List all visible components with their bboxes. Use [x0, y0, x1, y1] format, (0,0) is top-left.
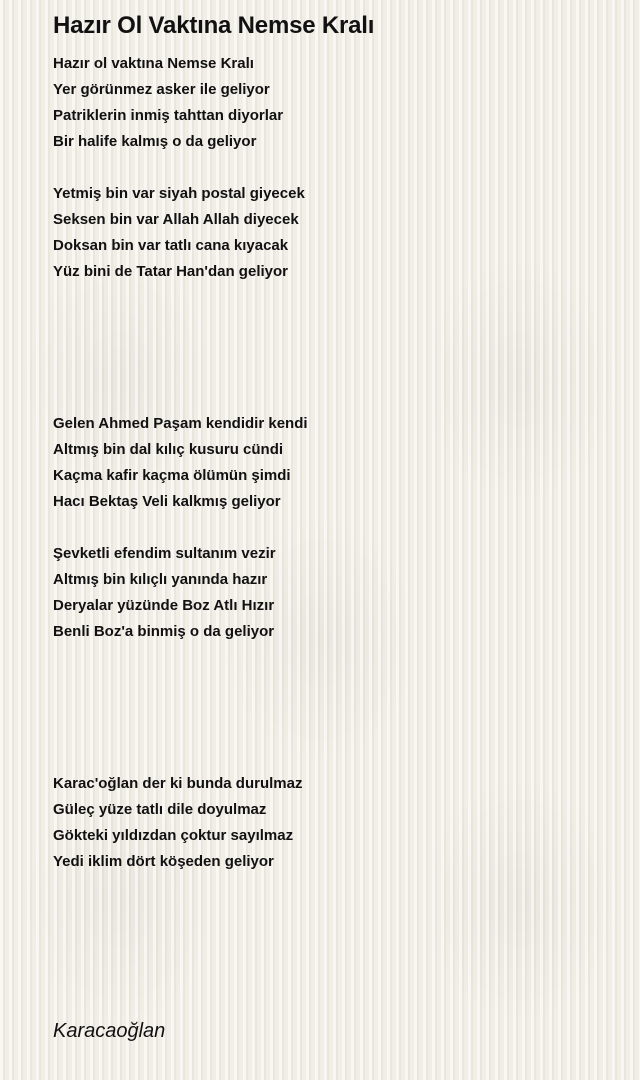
- poem-line: Deryalar yüzünde Boz Atlı Hızır: [53, 597, 275, 614]
- poem-line: Güleç yüze tatlı dile doyulmaz: [53, 801, 267, 818]
- poem-line: Kaçma kafir kaçma ölümün şimdi: [53, 467, 291, 484]
- poem-line: Şevketli efendim sultanım vezir: [53, 545, 276, 562]
- stanza-4: [53, 541, 613, 645]
- poem-title: Hazır Ol Vaktına Nemse Kralı: [53, 12, 375, 39]
- poem-line: Seksen bin var Allah Allah diyecek: [53, 211, 299, 228]
- poem-line: Benli Boz'a binmiş o da geliyor: [53, 623, 275, 640]
- poem-line: Gelen Ahmed Paşam kendidir kendi: [53, 415, 308, 432]
- poem-line: Bir halife kalmış o da geliyor: [53, 133, 257, 150]
- poem-line: Altmış bin dal kılıç kusuru cündi: [53, 441, 284, 458]
- poem-line: Yer görünmez asker ile geliyor: [53, 81, 270, 98]
- stanza-5: [53, 771, 613, 875]
- poem-line: Hazır ol vaktına Nemse Kralı: [53, 55, 254, 72]
- stanza-2: [53, 181, 613, 285]
- poem-line: Karac'oğlan der ki bunda durulmaz: [53, 775, 303, 792]
- poem-line: Gökteki yıldızdan çoktur sayılmaz: [53, 827, 294, 844]
- poem-line: Yetmiş bin var siyah postal giyecek: [53, 185, 305, 202]
- poem-line: Patriklerin inmiş tahttan diyorlar: [53, 107, 284, 124]
- poem-line: Doksan bin var tatlı cana kıyacak: [53, 237, 289, 254]
- poem-line: Yedi iklim dört köşeden geliyor: [53, 853, 274, 870]
- poem-line: Hacı Bektaş Veli kalkmış geliyor: [53, 493, 281, 510]
- stanza-1: [53, 51, 613, 155]
- poem-line: Altmış bin kılıçlı yanında hazır: [53, 571, 268, 588]
- stanza-3: [53, 411, 613, 515]
- poem-line: Yüz bini de Tatar Han'dan geliyor: [53, 263, 288, 280]
- poem-author: Karacaoğlan: [53, 1020, 166, 1042]
